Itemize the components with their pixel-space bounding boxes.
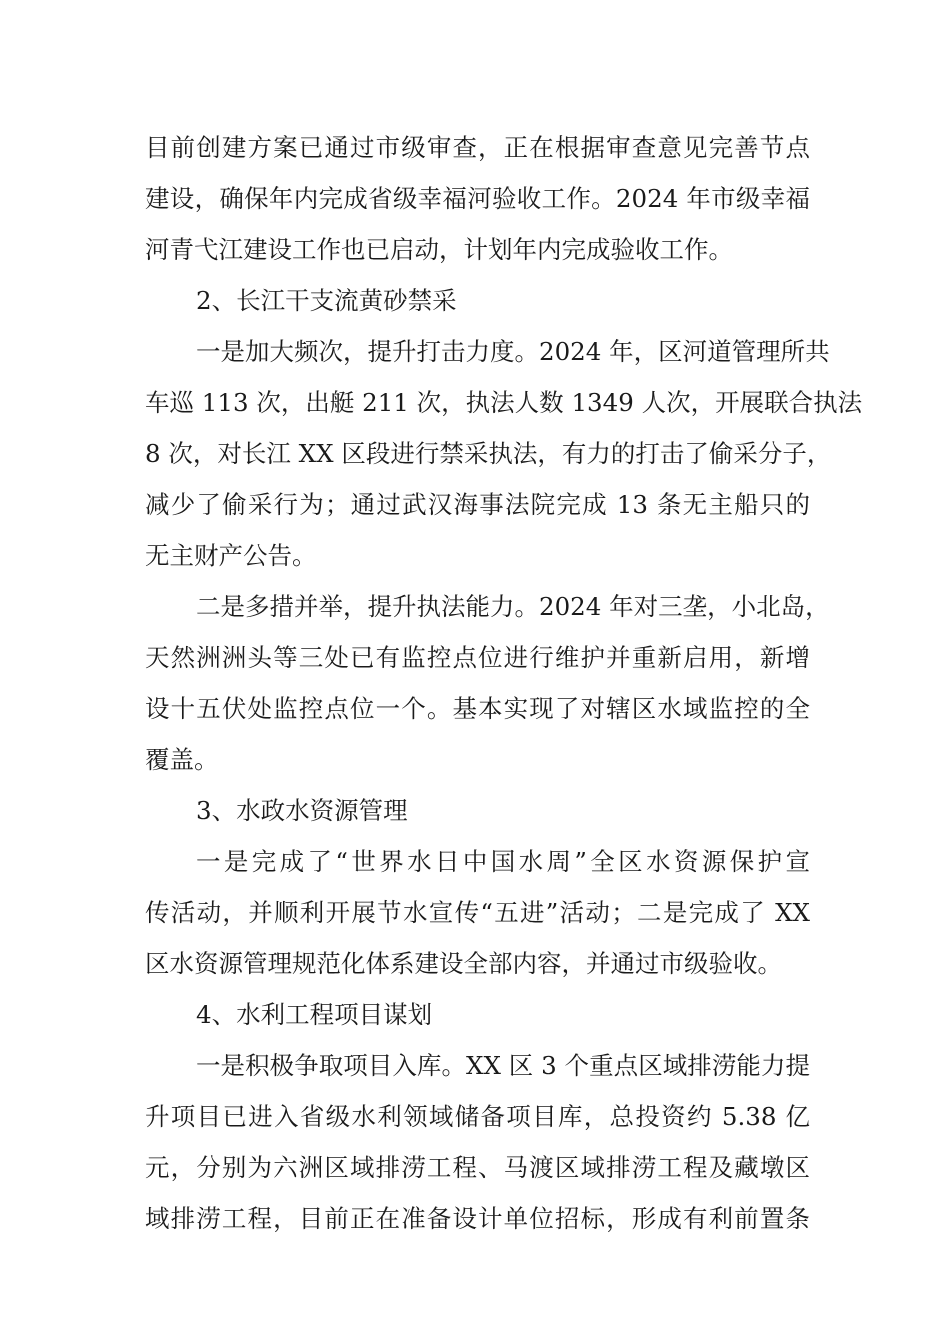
text-line: 域排涝工程，目前正在准备设计单位招标，形成有利前置条	[145, 1204, 810, 1233]
text-line: 车巡 113 次，出艇 211 次，执法人数 1349 人次，开展联合执法	[145, 388, 863, 417]
text-line: 天然洲洲头等三处已有监控点位进行维护并重新启用，新增	[145, 643, 810, 672]
section-heading: 2、长江干支流黄砂禁采	[196, 286, 457, 315]
text-line: 建设，确保年内完成省级幸福河验收工作。2024 年市级幸福	[145, 184, 810, 213]
text-line: 目前创建方案已通过市级审查，正在根据审查意见完善节点	[145, 133, 810, 162]
text-line: 无主财产公告。	[145, 541, 317, 570]
text-line: 一是完成了“世界水日中国水周”全区水资源保护宣	[196, 847, 810, 876]
text-line: 区水资源管理规范化体系建设全部内容，并通过市级验收。	[145, 949, 782, 978]
text-line: 元，分别为六洲区域排涝工程、马渡区域排涝工程及藏墩区	[145, 1153, 810, 1182]
text-line: 一是积极争取项目入库。XX 区 3 个重点区域排涝能力提	[196, 1051, 810, 1080]
text-line: 二是多措并举，提升执法能力。2024 年对三垄，小北岛，	[196, 592, 830, 621]
section-heading: 4、水利工程项目谋划	[196, 1000, 433, 1029]
text-line: 升项目已进入省级水利领域储备项目库，总投资约 5.38 亿	[145, 1102, 810, 1131]
text-line: 8 次，对长江 XX 区段进行禁采执法，有力的打击了偷采分子，	[145, 439, 832, 468]
text-line: 一是加大频次，提升打击力度。2024 年，区河道管理所共	[196, 337, 830, 366]
text-line: 减少了偷采行为；通过武汉海事法院完成 13 条无主船只的	[145, 490, 810, 519]
section-heading: 3、水政水资源管理	[196, 796, 408, 825]
text-line: 传活动，并顺利开展节水宣传“五进”活动；二是完成了 XX	[145, 898, 810, 927]
text-line: 覆盖。	[145, 745, 219, 774]
text-line: 设十五伏处监控点位一个。基本实现了对辖区水域监控的全	[145, 694, 810, 723]
text-line: 河青弋江建设工作也已启动，计划年内完成验收工作。	[145, 235, 733, 264]
